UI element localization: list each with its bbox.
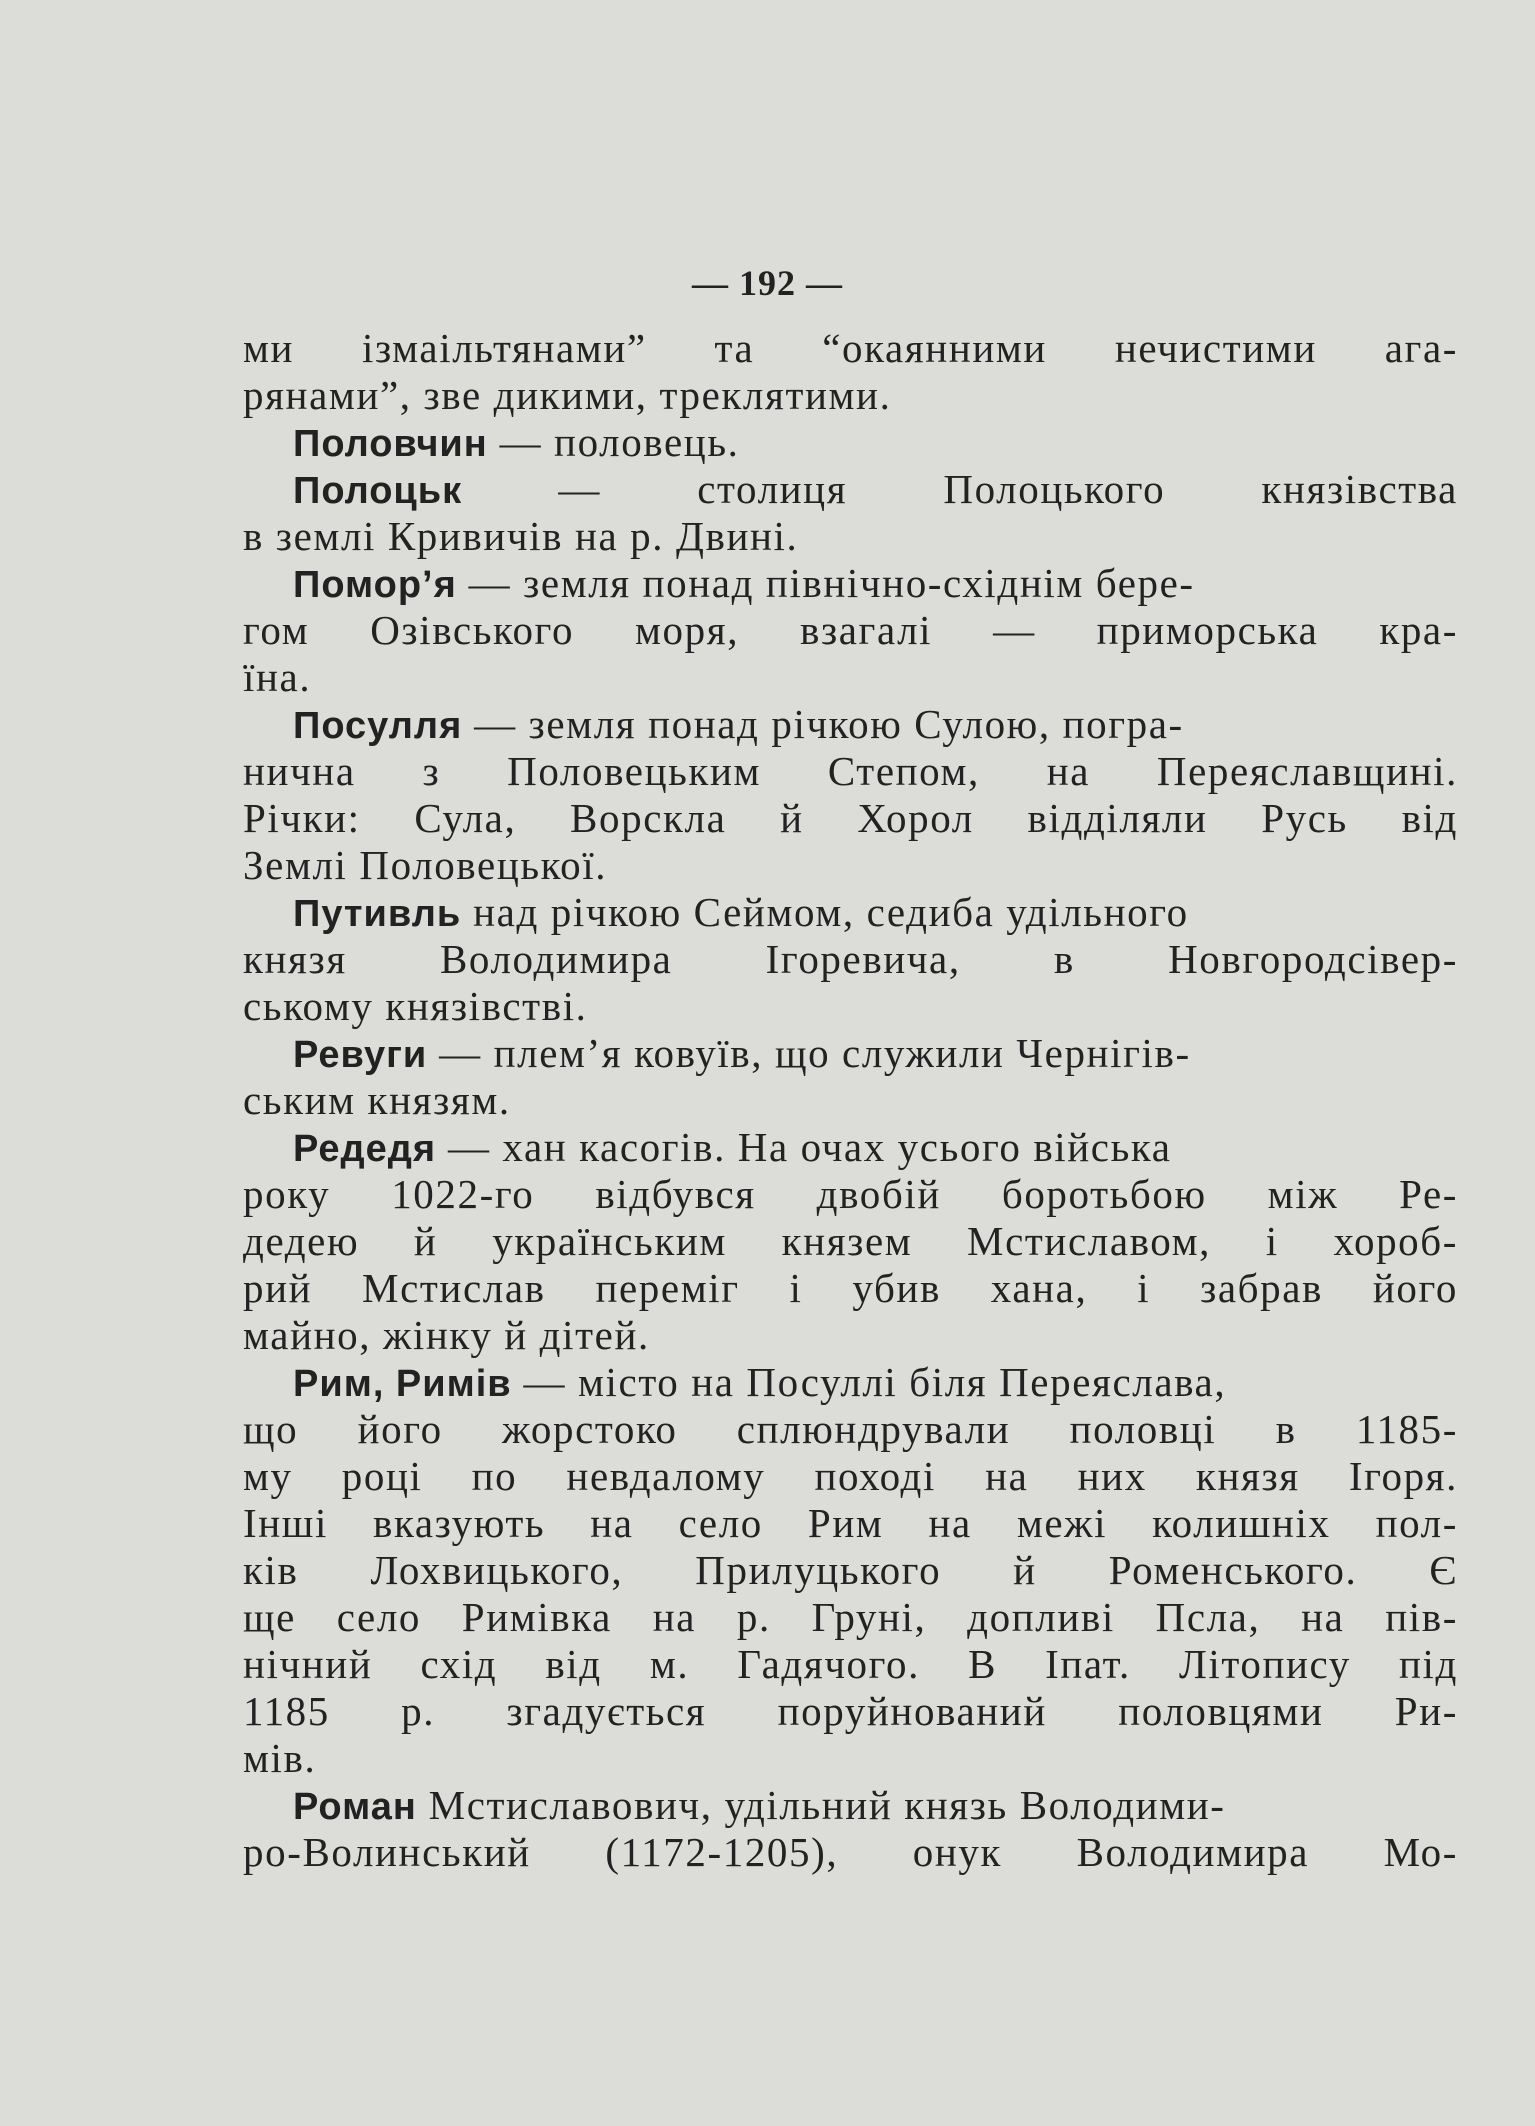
entry-term: Помор’я xyxy=(293,564,457,606)
text-line: нична з Половецьким Степом, на Переяславщині. xyxy=(243,748,1458,794)
entry-text: над річкою Сеймом, седиба удільного xyxy=(473,889,1189,935)
entry-putyvl xyxy=(243,889,1458,1030)
entry-text: — половець. xyxy=(499,419,740,465)
text-line: князя Володимира Ігоревича, в Новгородсівер- xyxy=(243,936,1458,982)
entry-term: Редедя xyxy=(293,1128,437,1170)
text-line: дедею й українським князем Мстиславом, і хороб- xyxy=(243,1218,1458,1264)
entry-text: — земля понад північно-східнім бере- xyxy=(468,560,1195,606)
text-line: ському князівстві. xyxy=(243,983,588,1029)
text-line: ським князям. xyxy=(243,1077,511,1123)
entry-term: Посулля xyxy=(293,705,463,747)
entry-rym xyxy=(243,1359,1458,1782)
text-line: ми ізмаільтянами” та “окаянними нечистими ага- xyxy=(243,325,1458,371)
entry-term: Путивль xyxy=(293,893,462,935)
text-line: ще село Римівка на р. Груні, допливі Псла, на пів- xyxy=(243,1594,1458,1640)
text-line: що його жорстоко сплюндрували половці в 1185- xyxy=(243,1406,1458,1452)
text-line: Землі Половецької. xyxy=(243,842,608,888)
entry-term: Половчин xyxy=(293,423,488,465)
entry-rededya xyxy=(243,1124,1458,1359)
entry-pomorya xyxy=(243,560,1458,701)
text-line: мів. xyxy=(243,1735,317,1781)
text-line: нічний схід від м. Гадячого. В Іпат. Літопису під xyxy=(243,1641,1458,1687)
text-line: 1185 р. згадується поруйнований половцями Ри- xyxy=(243,1688,1458,1734)
text-line: ро-Волинський (1172-1205), онук Володимира Мо- xyxy=(243,1829,1458,1875)
entry-term: Ревуги xyxy=(293,1034,428,1076)
text-line: Річки: Сула, Ворскла й Хорол відділяли Русь від xyxy=(243,795,1458,841)
text-line xyxy=(243,701,1458,748)
entry-polotsk xyxy=(243,466,1458,560)
text-line xyxy=(243,1359,1458,1406)
entry-polovchyn xyxy=(243,419,1458,466)
text-line: рий Мстислав переміг і убив хана, і забрав його xyxy=(243,1265,1458,1311)
text-line xyxy=(243,560,1458,607)
text-line: гом Озівського моря, взагалі — приморська кра- xyxy=(243,607,1458,653)
glossary-text xyxy=(243,325,1458,1876)
text-line: майно, жінку й дітей. xyxy=(243,1312,650,1358)
text-line xyxy=(243,1124,1458,1171)
entry-text: — плем’я ковуїв, що служили Чернігів- xyxy=(439,1030,1191,1076)
entry-text: — хан касогів. На очах усього війська xyxy=(447,1124,1172,1170)
text-line: ків Лохвицького, Прилуцького й Роменського. Є xyxy=(243,1547,1458,1593)
entry-text: — земля понад річкою Сулою, погра- xyxy=(474,701,1184,747)
text-line: року 1022-го відбувся двобій боротьбою між Ре- xyxy=(243,1171,1458,1217)
text-line: їна. xyxy=(243,654,312,700)
text-line: Інші вказують на село Рим на межі колишніх пол- xyxy=(243,1500,1458,1546)
entry-posullya xyxy=(243,701,1458,889)
entry-term: Роман xyxy=(293,1786,417,1828)
page-number: — 192 — xyxy=(692,263,843,303)
text-line: в землі Кривичів на р. Двині. xyxy=(243,513,799,559)
entry-roman xyxy=(243,1782,1458,1876)
text-line xyxy=(243,889,1458,936)
entry-text: — місто на Посуллі біля Переяслава, xyxy=(523,1359,1227,1405)
text-line xyxy=(243,419,1458,466)
entry-revugy xyxy=(243,1030,1458,1124)
text-line xyxy=(243,466,1458,513)
text-line: рянами”, зве дикими, треклятими. xyxy=(243,372,892,418)
entry-text: — столиця Полоцького князівства xyxy=(558,466,1458,512)
entry-term: Рим, Римів xyxy=(293,1363,512,1405)
entry-text: Мстиславович, удільний князь Володими- xyxy=(428,1782,1226,1828)
text-line xyxy=(243,1782,1458,1829)
text-line xyxy=(243,1030,1458,1077)
entry-term: Полоцьк xyxy=(293,470,463,512)
text-line: му році по невдалому поході на них князя Ігоря. xyxy=(243,1453,1458,1499)
